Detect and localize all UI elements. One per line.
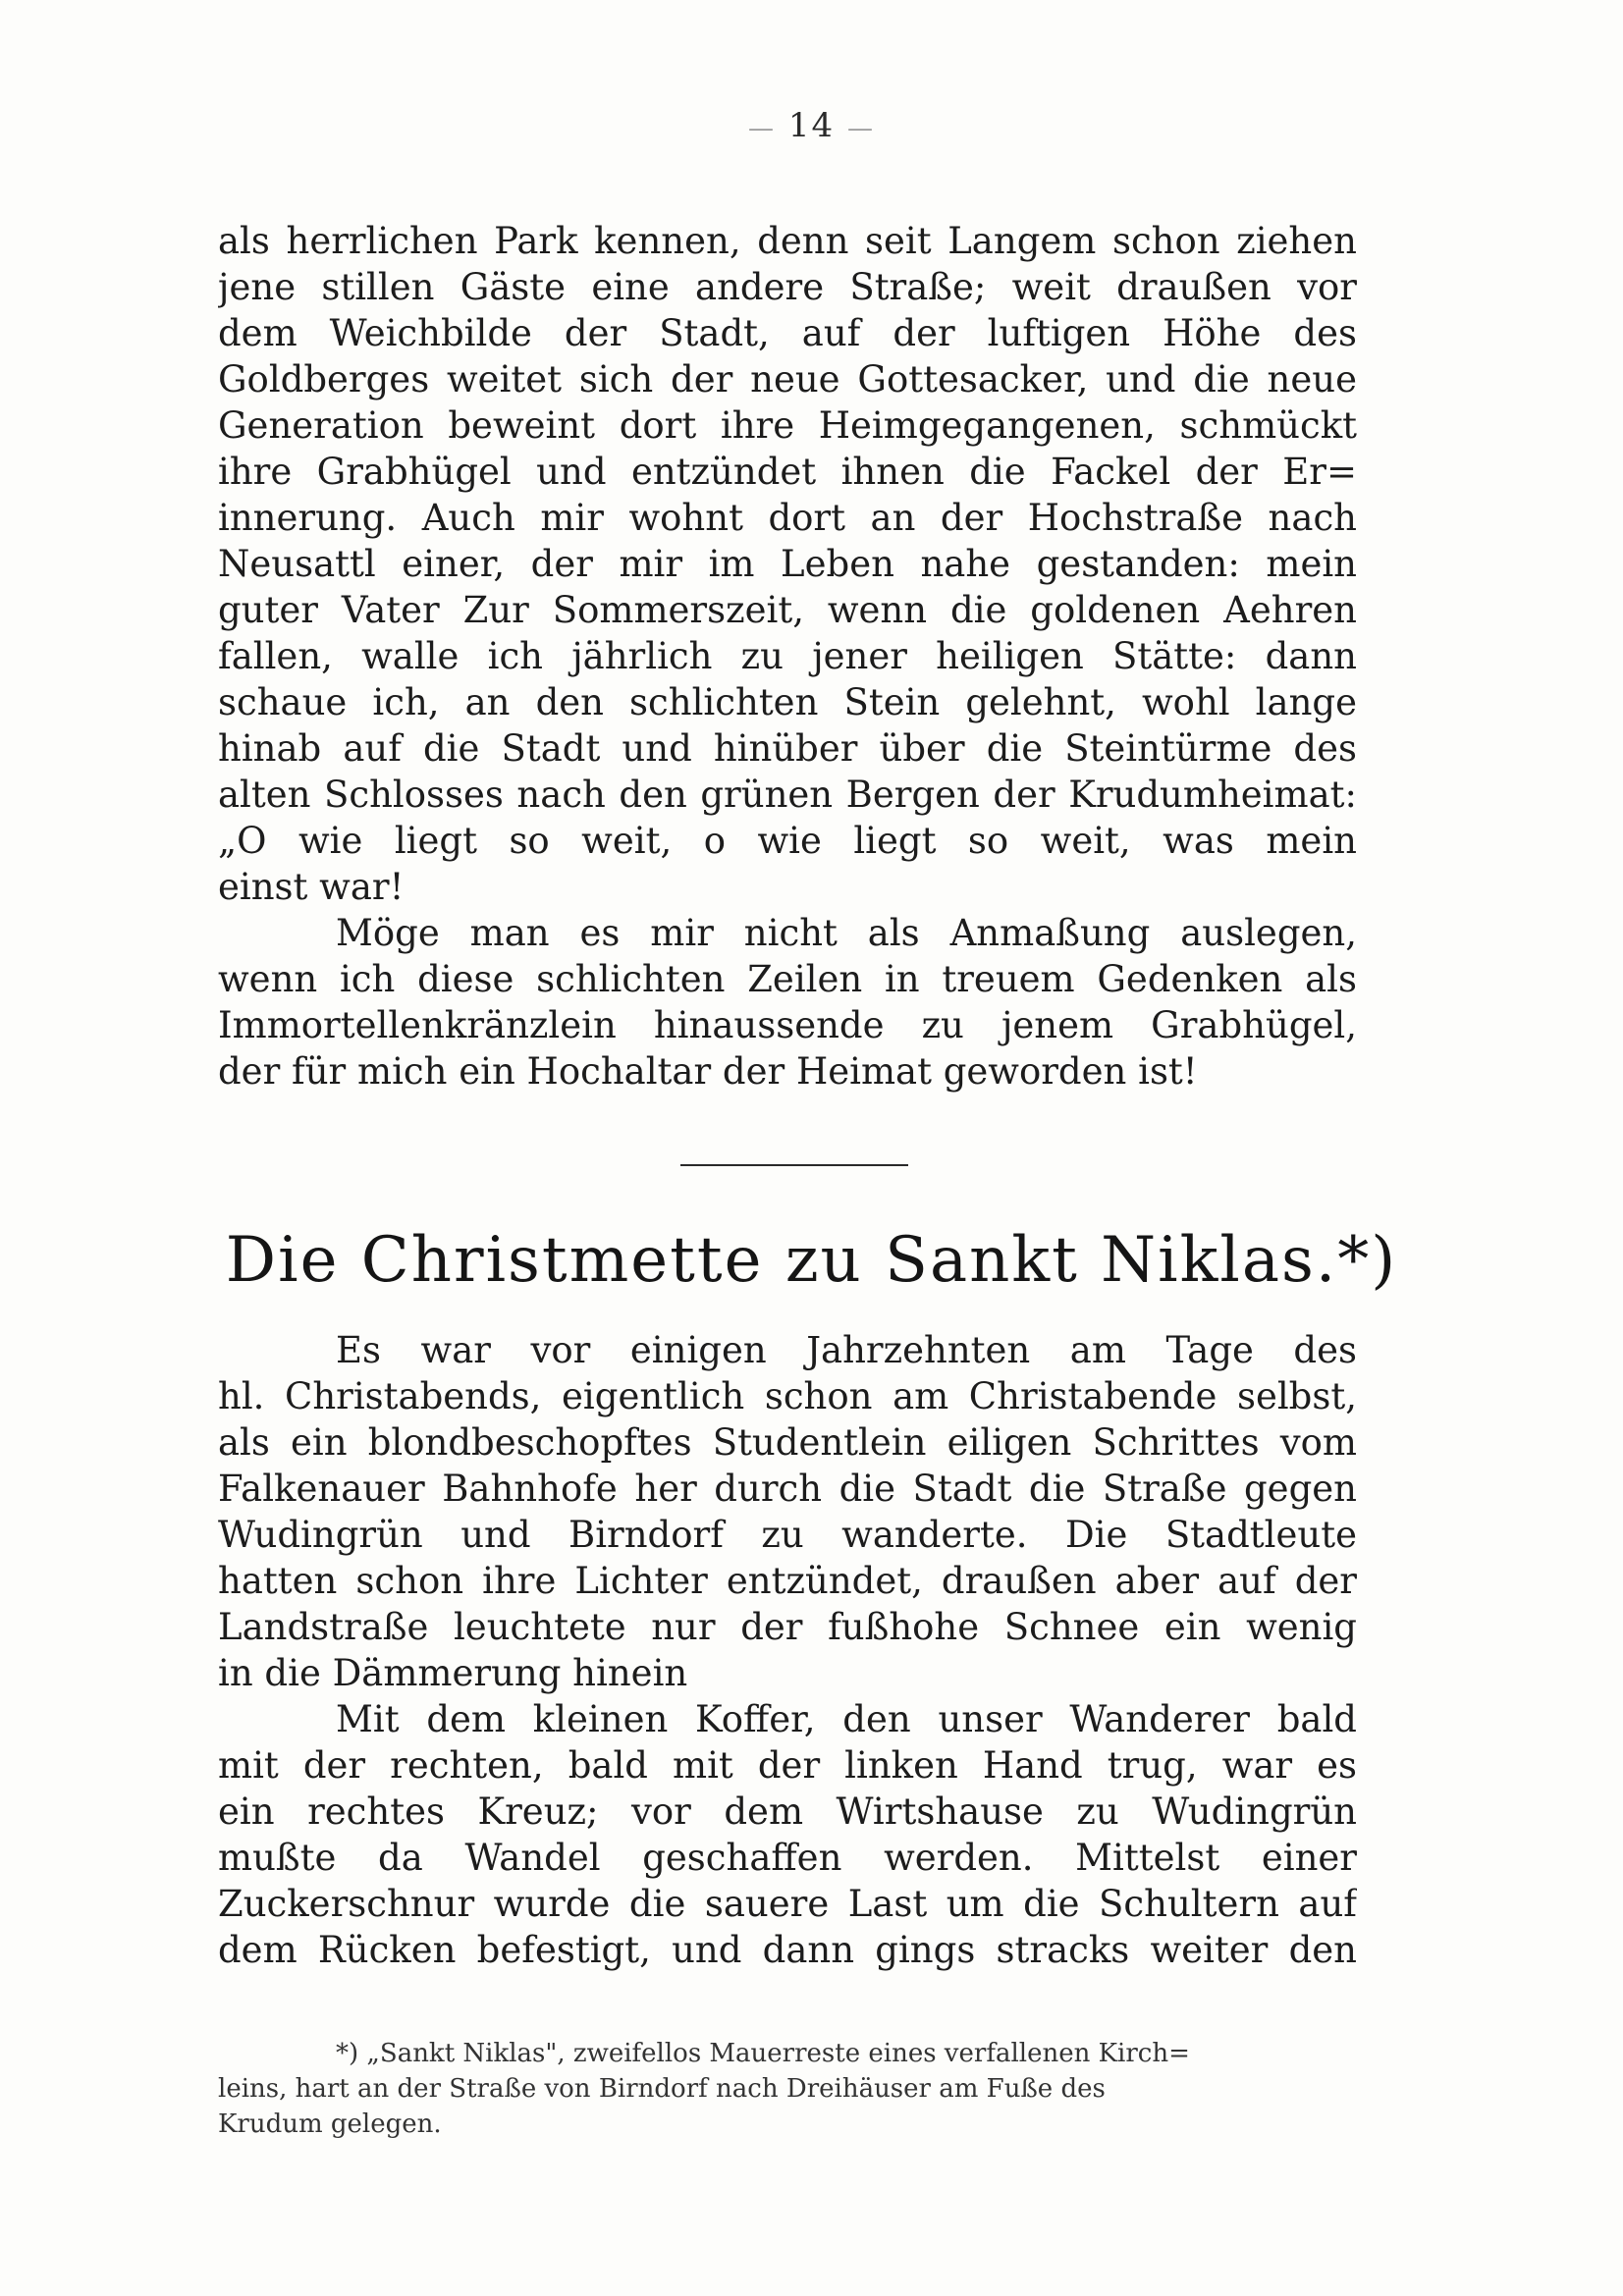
paragraph-3-line: in die Dämmerung hinein (218, 1652, 688, 1694)
paragraph-1-line: hinab auf die Stadt und hinüber über die Steintürme des (218, 727, 1357, 770)
paragraph-3-line: Landstraße leuchtete nur der fußhohe Schnee ein wenig (218, 1606, 1357, 1648)
paragraph-1-line: guter Vater Zur Sommerszeit, wenn die goldenen Aehren (218, 589, 1357, 631)
paragraph-1-line: dem Weichbilde der Stadt, auf der luftigen Höhe des (218, 312, 1357, 354)
paragraph-1-line: als herrlichen Park kennen, denn seit Langem schon ziehen (218, 220, 1357, 262)
paragraph-2-line: Immortellenkränzlein hinaussende zu jenem Grabhügel, (218, 1004, 1357, 1046)
paragraph-3-line: hatten schon ihre Lichter entzündet, draußen aber auf der (218, 1560, 1357, 1602)
paragraph-3-line: hl. Christabends, eigentlich schon am Christabende selbst, (218, 1375, 1357, 1417)
paragraph-1-line: Generation beweint dort ihre Heimgegangenen, schmückt (218, 404, 1357, 447)
paragraph-3-line: als ein blondbeschopftes Studentlein eiligen Schrittes vom (218, 1421, 1357, 1464)
paragraph-3-line: Es war vor einigen Jahrzehnten am Tage des (336, 1329, 1357, 1371)
paragraph-4-line: ein rechtes Kreuz; vor dem Wirtshause zu Wudingrün (218, 1790, 1357, 1833)
paragraph-1-line: Neusattl einer, der mir im Leben nahe gestanden: mein (218, 543, 1357, 585)
paragraph-3-line: Falkenauer Bahnhofe her durch die Stadt die Straße gegen (218, 1468, 1357, 1510)
chapter-title: Die Christmette zu Sankt Niklas.*) (225, 1224, 1398, 1297)
paragraph-1-line: fallen, walle ich jährlich zu jener heiligen Stätte: dann (218, 635, 1357, 677)
paragraph-1-line: einst war! (218, 866, 405, 908)
paragraph-1-line: alten Schlosses nach den grünen Bergen der Krudumheimat: (218, 774, 1357, 816)
paragraph-4-line: mit der rechten, bald mit der linken Hand trug, war es (218, 1744, 1357, 1787)
footnote-line: *) „Sankt Niklas", zweifellos Mauerreste eines verfallenen Kirch= (336, 2039, 1190, 2068)
paragraph-1-line: jene stillen Gäste eine andere Straße; weit draußen vor (218, 266, 1357, 308)
paragraph-1-line: „O wie liegt so weit, o wie liegt so weit, was mein (218, 820, 1357, 862)
paragraph-2-line: der für mich ein Hochaltar der Heimat geworden ist! (218, 1050, 1198, 1093)
paragraph-1-line: schaue ich, an den schlichten Stein gelehnt, wohl lange (218, 681, 1357, 723)
footnote-line: leins, hart an der Straße von Birndorf nach Dreihäuser am Fuße des (218, 2074, 1106, 2104)
paragraph-4-line: mußte da Wandel geschaffen werden. Mittelst einer (218, 1837, 1357, 1879)
paragraph-1-line: innerung. Auch mir wohnt dort an der Hochstraße nach (218, 497, 1357, 539)
page-number-dash-right: — (846, 114, 875, 143)
page-number: 14 (787, 106, 836, 145)
footnote-line: Krudum gelegen. (218, 2109, 442, 2139)
paragraph-1-line: ihre Grabhügel und entzündet ihnen die Fackel der Er= (218, 451, 1357, 493)
paragraph-4-line: Mit dem kleinen Koffer, den unser Wanderer bald (336, 1698, 1357, 1740)
paragraph-1-line: Goldberges weitet sich der neue Gottesacker, und die neue (218, 358, 1357, 400)
paragraph-4-line: Zuckerschnur wurde die sauere Last um die Schultern auf (218, 1883, 1357, 1925)
paragraph-4-line: dem Rücken befestigt, und dann gings stracks weiter den (218, 1929, 1357, 1971)
page-number-dash-left: — (748, 114, 777, 143)
paragraph-2-line: wenn ich diese schlichten Zeilen in treuem Gedenken als (218, 958, 1357, 1000)
body-text-lower (218, 1327, 1357, 1973)
section-divider (680, 1164, 908, 1166)
paragraph-3-line: Wudingrün und Birndorf zu wanderte. Die Stadtleute (218, 1514, 1357, 1556)
footnote (218, 2036, 1357, 2142)
body-text-upper (218, 218, 1357, 1095)
paragraph-2-line: Möge man es mir nicht als Anmaßung auslegen, (336, 912, 1357, 954)
page-number-header (0, 106, 1623, 145)
